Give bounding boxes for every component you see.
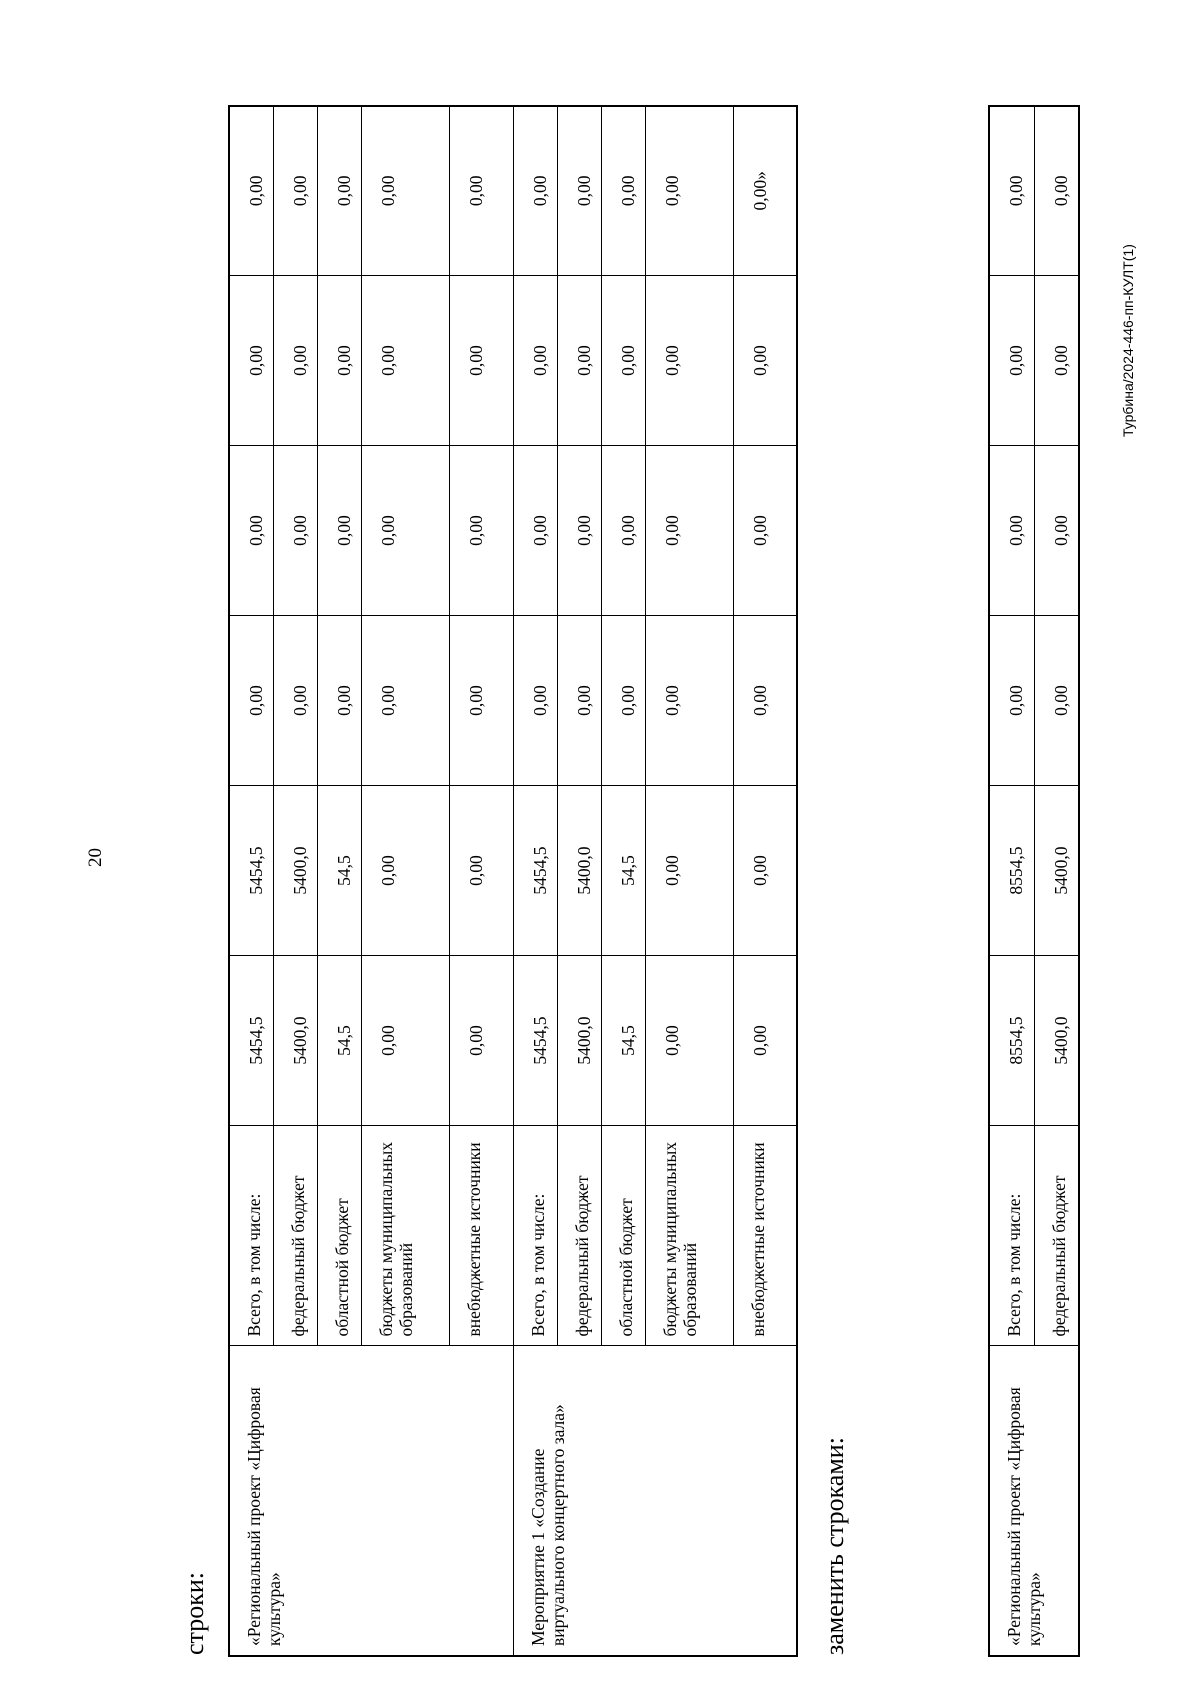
value-cell: 0,00 [601, 106, 645, 276]
value-cell: 5400,0 [1034, 786, 1079, 956]
value-cell: 0,00 [449, 446, 513, 616]
table-row [513, 106, 557, 1656]
value-cell: 0,00» [733, 106, 797, 276]
value-cell: 0,00 [989, 276, 1034, 446]
funding-source-label: Всего, в том числе: [513, 1126, 557, 1346]
value-cell: 0,00 [229, 276, 273, 446]
value-cell: 8554,5 [989, 786, 1034, 956]
funding-source-label: Всего, в том числе: [989, 1126, 1034, 1346]
value-cell: 0,00 [273, 276, 317, 446]
value-cell: 0,00 [601, 446, 645, 616]
funding-source-label: федеральный бюджет [1034, 1126, 1079, 1346]
value-cell: 54,5 [317, 786, 361, 956]
funding-source-label: областной бюджет [317, 1126, 361, 1346]
table-before [228, 105, 798, 1657]
value-cell: 0,00 [1034, 616, 1079, 786]
value-cell: 0,00 [1034, 276, 1079, 446]
value-cell: 5400,0 [273, 956, 317, 1126]
value-cell: 0,00 [229, 446, 273, 616]
value-cell: 0,00 [513, 276, 557, 446]
funding-source-label: внебюджетные источники [733, 1126, 797, 1346]
value-cell: 0,00 [989, 446, 1034, 616]
value-cell: 0,00 [601, 616, 645, 786]
value-cell: 0,00 [645, 616, 733, 786]
value-cell: 0,00 [449, 276, 513, 446]
value-cell: 0,00 [361, 786, 449, 956]
value-cell: 0,00 [449, 786, 513, 956]
table-after [988, 105, 1080, 1657]
value-cell: 0,00 [645, 956, 733, 1126]
value-cell: 0,00 [1034, 106, 1079, 276]
value-cell: 0,00 [733, 956, 797, 1126]
value-cell: 0,00 [361, 276, 449, 446]
value-cell: 0,00 [361, 956, 449, 1126]
value-cell: 0,00 [361, 106, 449, 276]
table-row [229, 106, 273, 1656]
value-cell: 5454,5 [229, 786, 273, 956]
document-id: Турбина/2024-446-пп-КУЛТ(1) [1120, 244, 1136, 437]
page-number: 20 [85, 848, 106, 867]
table-after-body [989, 106, 1079, 1656]
caption-after: заменить строками: [820, 1437, 849, 1655]
value-cell: 0,00 [1034, 446, 1079, 616]
funding-source-label: бюджеты муниципальных образований [645, 1126, 733, 1346]
funding-source-label: внебюджетные источники [449, 1126, 513, 1346]
value-cell: 0,00 [557, 106, 601, 276]
value-cell: 0,00 [645, 276, 733, 446]
value-cell: 0,00 [229, 106, 273, 276]
value-cell: 0,00 [361, 446, 449, 616]
value-cell: 54,5 [601, 956, 645, 1126]
value-cell: 5400,0 [273, 786, 317, 956]
value-cell: 0,00 [601, 276, 645, 446]
caption-before: строки: [180, 1572, 209, 1655]
value-cell: 0,00 [645, 446, 733, 616]
value-cell: 0,00 [361, 616, 449, 786]
table-before-body [229, 106, 797, 1656]
table-row [989, 106, 1034, 1656]
funding-source-label: бюджеты муниципальных образований [361, 1126, 449, 1346]
row-group-name: «Региональный проект «Цифровая культура» [229, 1346, 513, 1656]
value-cell: 0,00 [449, 956, 513, 1126]
value-cell: 0,00 [317, 276, 361, 446]
value-cell: 0,00 [273, 106, 317, 276]
row-group-name: Мероприятие 1 «Создание виртуального концертного зала» [513, 1346, 797, 1656]
value-cell: 0,00 [557, 446, 601, 616]
value-cell: 0,00 [513, 106, 557, 276]
value-cell: 54,5 [317, 956, 361, 1126]
value-cell: 8554,5 [989, 956, 1034, 1126]
funding-source-label: федеральный бюджет [273, 1126, 317, 1346]
value-cell: 0,00 [317, 106, 361, 276]
value-cell: 5454,5 [513, 956, 557, 1126]
funding-source-label: федеральный бюджет [557, 1126, 601, 1346]
value-cell: 0,00 [989, 616, 1034, 786]
value-cell: 0,00 [733, 446, 797, 616]
value-cell: 0,00 [989, 106, 1034, 276]
value-cell: 0,00 [733, 786, 797, 956]
value-cell: 0,00 [449, 106, 513, 276]
value-cell: 5400,0 [557, 786, 601, 956]
value-cell: 0,00 [733, 276, 797, 446]
value-cell: 54,5 [601, 786, 645, 956]
value-cell: 0,00 [317, 616, 361, 786]
value-cell: 0,00 [645, 786, 733, 956]
value-cell: 0,00 [557, 276, 601, 446]
value-cell: 5400,0 [1034, 956, 1079, 1126]
value-cell: 0,00 [513, 446, 557, 616]
value-cell: 0,00 [513, 616, 557, 786]
value-cell: 0,00 [645, 106, 733, 276]
value-cell: 0,00 [317, 446, 361, 616]
value-cell: 0,00 [449, 616, 513, 786]
value-cell: 0,00 [273, 446, 317, 616]
funding-source-label: Всего, в том числе: [229, 1126, 273, 1346]
value-cell: 5454,5 [513, 786, 557, 956]
value-cell: 0,00 [229, 616, 273, 786]
value-cell: 0,00 [733, 616, 797, 786]
value-cell: 5400,0 [557, 956, 601, 1126]
value-cell: 5454,5 [229, 956, 273, 1126]
funding-source-label: областной бюджет [601, 1126, 645, 1346]
row-group-name: «Региональный проект «Цифровая культура» [989, 1346, 1079, 1656]
value-cell: 0,00 [273, 616, 317, 786]
value-cell: 0,00 [557, 616, 601, 786]
